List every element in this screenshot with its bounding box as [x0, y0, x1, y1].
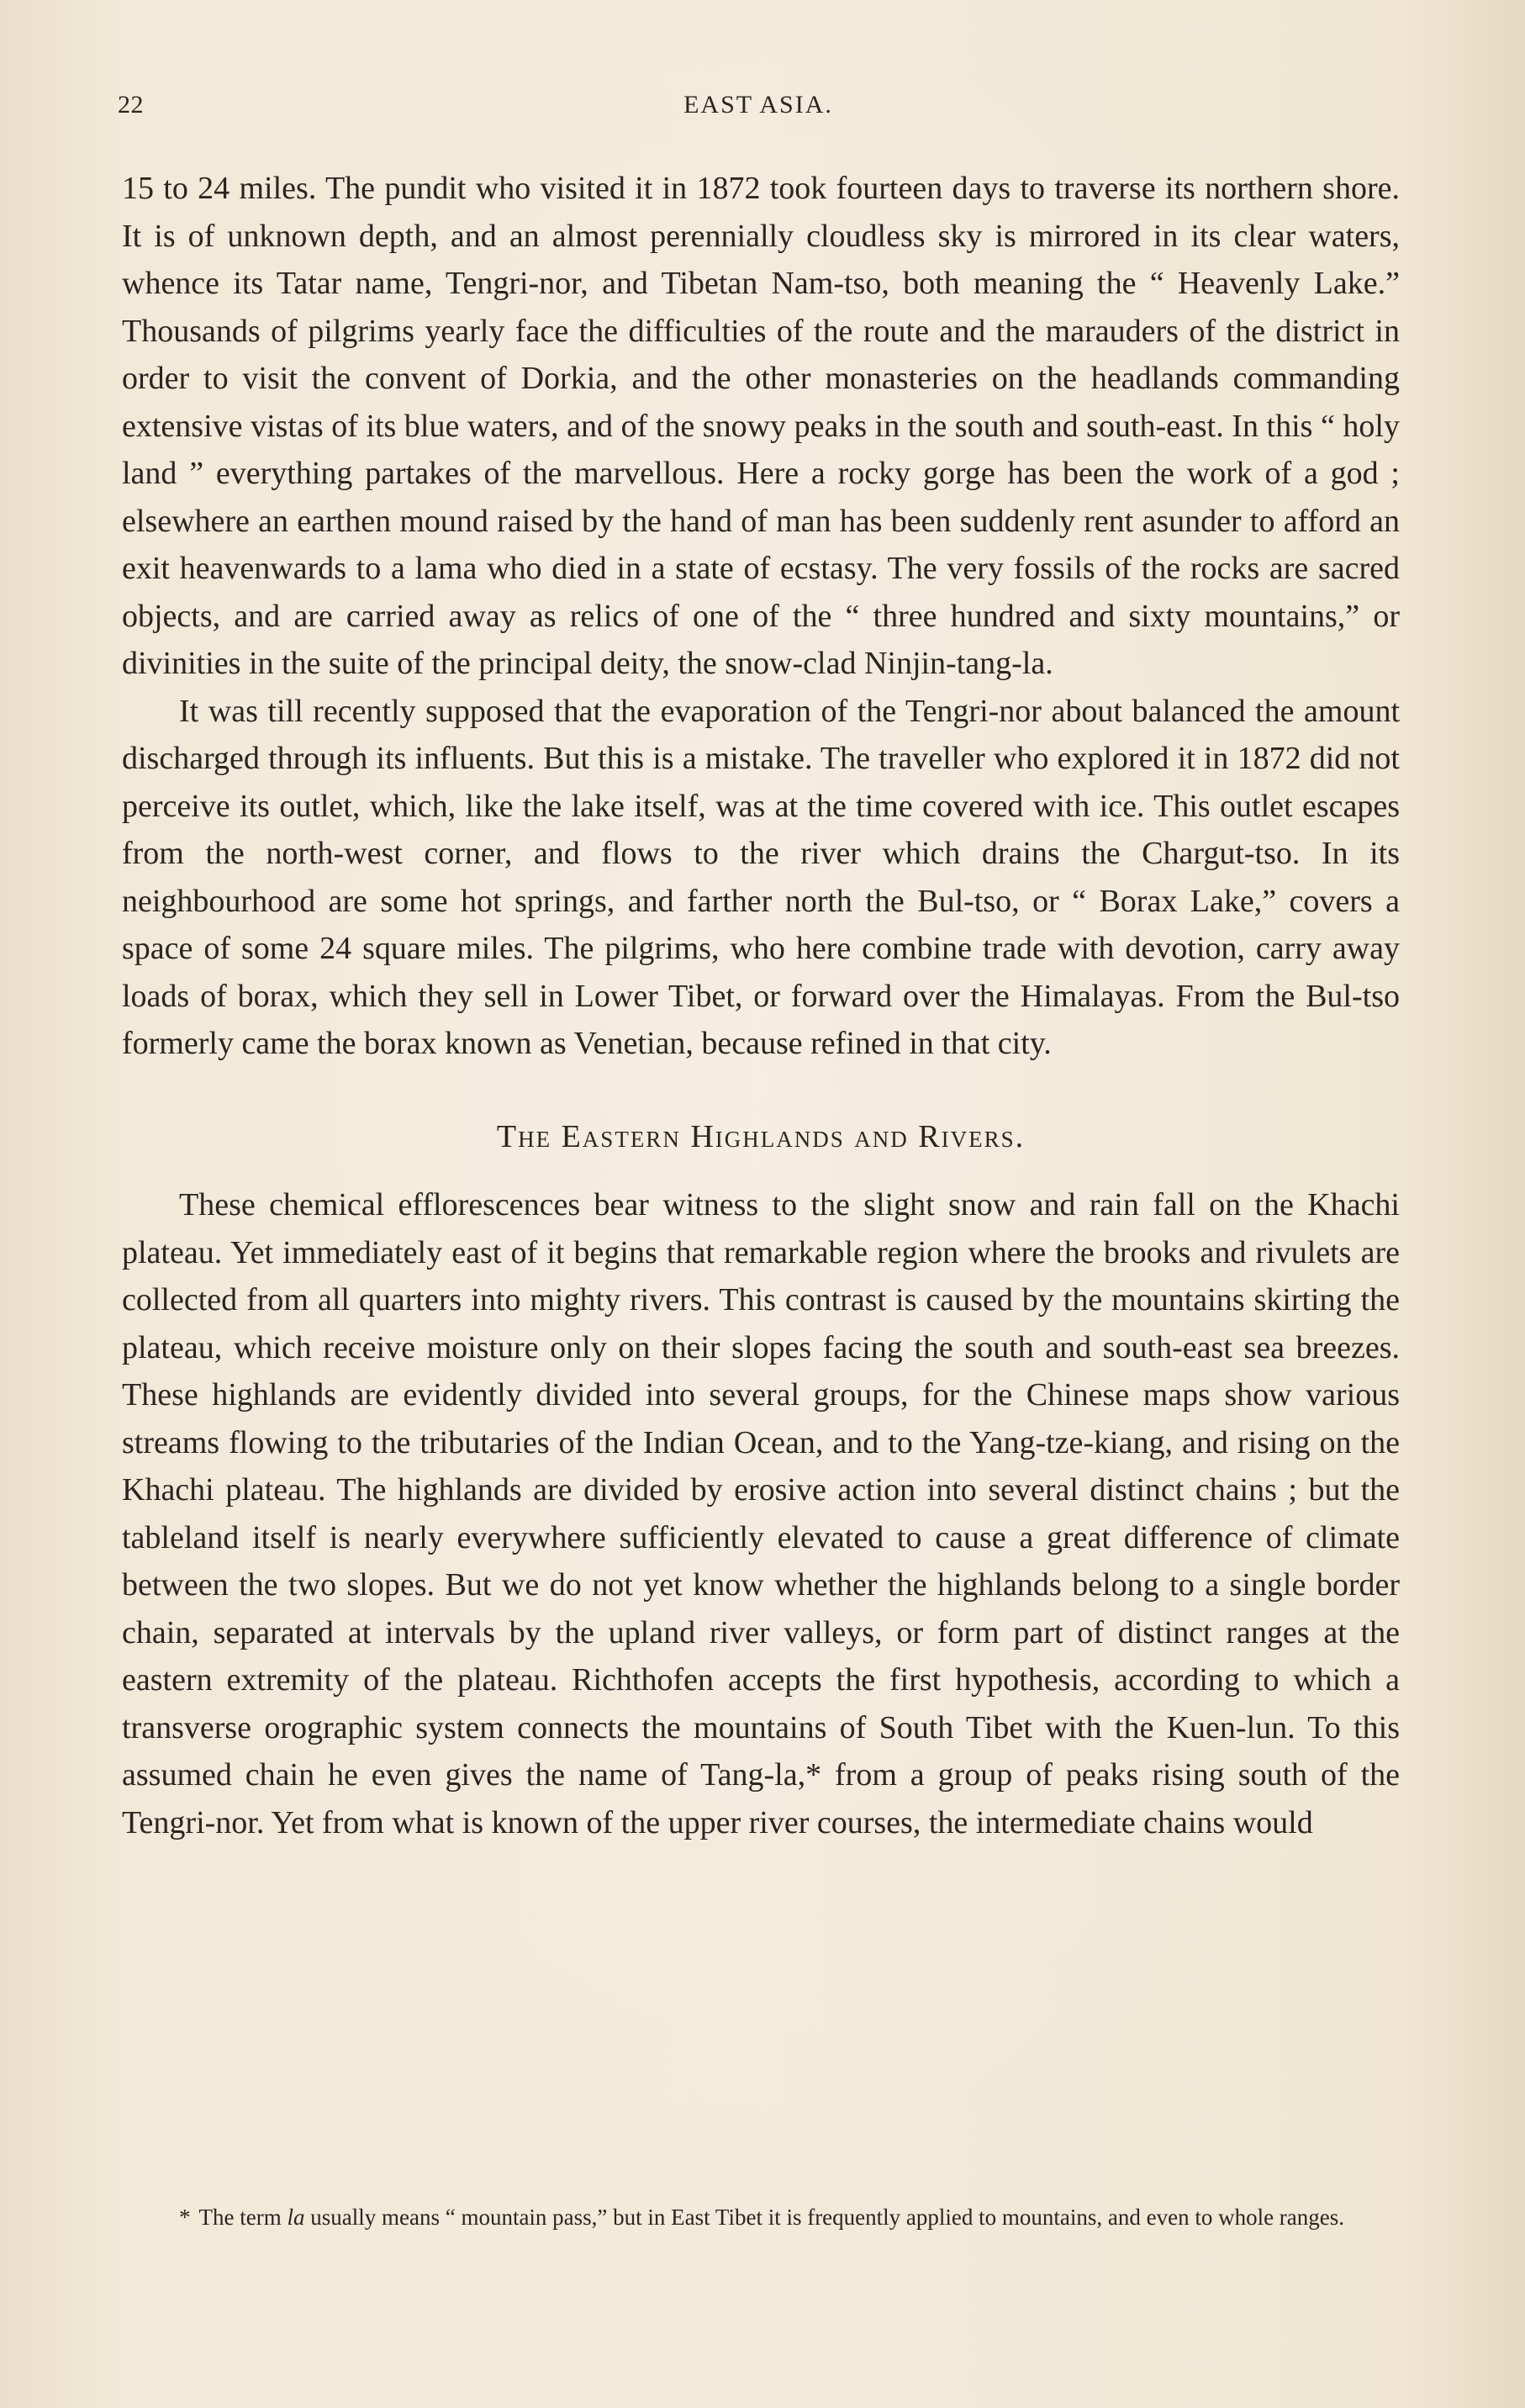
footnote-text-before: The term [198, 2205, 282, 2230]
footnote-mark: * [179, 2205, 191, 2230]
page-header [118, 91, 1399, 124]
section-heading: The Eastern Highlands and Rivers. [496, 1118, 1026, 1154]
footnote [122, 2203, 1400, 2231]
footnote-italic-term: la [287, 2205, 305, 2230]
body-text [122, 165, 1400, 1846]
paragraph-2: It was till recently supposed that the evaporation of the Tengri-nor about balanced the amount discharged through its influents. But this is a mistake. The traveller who explored it in 1872 did not perceive its outlet, which, like the lake itself, was at the time covered with ice. This outlet escapes from the north-west corner, and flows to the river which drains the Chargut-tso. In its neighbourhood are some hot springs, and farther north the Bul-tso, or “ Borax Lake,” covers a space of some 24 square miles. The pilgrims, who here combine trade with devotion, carry away loads of borax, which they sell in Lower Tibet, or forward over the Himalayas. From the Bul-tso formerly came the borax known as Venetian, because refined in that city. [122, 693, 1400, 1061]
page-number: 22 [118, 91, 144, 119]
paragraph-3: These chemical efflorescences bear witness to the slight snow and rain fall on the Khachi plateau. Yet immediately east of it begins that remarkable region where the brooks and rivulets are collected from all quarters into mighty rivers. This contrast is caused by the mountains skirting the plateau, which receive moisture only on their slopes facing the south and south-east sea breezes. These highlands are evidently divided into several groups, for the Chinese maps show various streams flowing to the tributaries of the Indian Ocean, and to the Yang-tze-kiang, and rising on the Khachi plateau. The highlands are divided by erosive action into several distinct chains ; but the tableland itself is nearly everywhere sufficiently elevated to cause a great difference of climate between the two slopes. But we do not yet know whether the highlands belong to a single border chain, separated at intervals by the upland river valleys, or form part of distinct ranges at the eastern extremity of the plateau. Richthofen accepts the first hypothesis, according to which a transverse orographic system connects the mountains of South Tibet with the Kuen-lun. To this assumed chain he even gives the name of Tang-la,* from a group of peaks rising south of the Tengri-nor. Yet from what is known of the upper river courses, the intermediate chains would [122, 1187, 1400, 1840]
running-head: EAST ASIA. [683, 91, 833, 119]
paragraph-1: 15 to 24 miles. The pundit who visited it in 1872 took fourteen days to traverse its northern shore. It is of unknown depth, and an almost perennially cloudless sky is mirrored in its clear waters, whence its Tatar name, Tengri-nor, and Tibetan Nam-tso, both meaning the “ Heavenly Lake.” Thousands of pilgrims yearly face the difficulties of the route and the marauders of the district in order to visit the convent of Dorkia, and the other monasteries on the headlands commanding extensive vistas of its blue waters, and of the snowy peaks in the south and south-east. In this “ holy land ” everything partakes of the marvellous. Here a rocky gorge has been the work of a god ; elsewhere an earthen mound raised by the hand of man has been suddenly rent asunder to afford an exit heavenwards to a lama who died in a state of ecstasy. The very fossils of the rocks are sacred objects, and are carried away as relics of one of the “ three hundred and sixty mountains,” or divinities in the suite of the principal deity, the snow-clad Ninjin-tang-la. [122, 171, 1400, 681]
footnote-text-after: usually means “ mountain pass,” but in East Tibet it is frequently applied to mountains, and even to whole ranges. [310, 2205, 1345, 2230]
